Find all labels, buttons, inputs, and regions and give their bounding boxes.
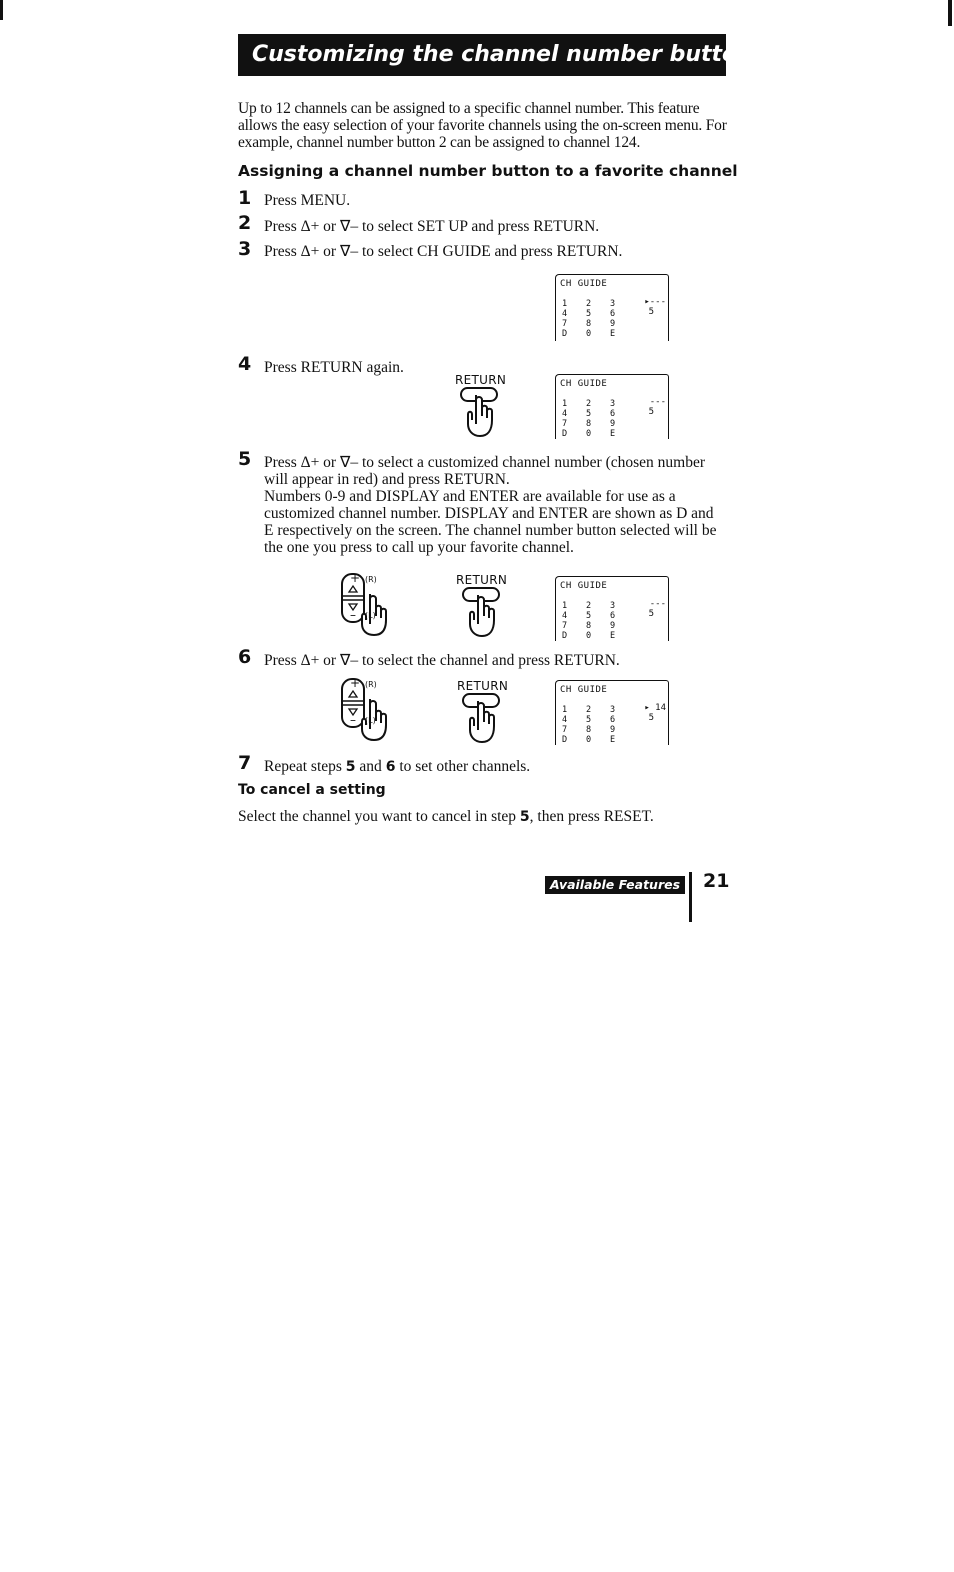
osd-cell: 8 [586, 319, 592, 329]
osd-cell: 1 [562, 299, 568, 309]
osd-cell: 2 [586, 399, 592, 409]
cancel-text-part: Select the channel you want to cancel in step [238, 808, 520, 825]
osd-cell: 1 [562, 399, 568, 409]
osd-cell: E [610, 329, 616, 339]
plus-label: + [350, 676, 361, 690]
osd-cell: 0 [586, 429, 592, 439]
ch-guide-screen [555, 680, 669, 745]
osd-selection-number: 5 [648, 407, 654, 417]
osd-selection-line: ▸ 14 [644, 703, 666, 713]
step-text [264, 454, 724, 556]
step-text [264, 758, 530, 776]
step-number: 1 [238, 187, 252, 209]
osd-cell: 7 [562, 319, 568, 329]
return-label: RETURN [457, 679, 509, 693]
step-text-note: Numbers 0-9 and DISPLAY and ENTER are available for use as a customized channel number. DISPLAY and ENTER are shown as D and E respectively on the screen. The channel number button selected will be the one you press to call up your favorite channel. [264, 488, 717, 556]
cancel-heading: To cancel a setting [238, 782, 386, 798]
osd-cell: E [610, 735, 616, 745]
step-text: Press MENU. [264, 192, 351, 209]
osd-cell: 7 [562, 725, 568, 735]
step-number: 2 [238, 212, 252, 234]
return-press-icon [458, 692, 508, 747]
return-label: RETURN [455, 373, 507, 387]
step-number: 4 [238, 353, 252, 375]
osd-cell: 6 [610, 611, 616, 621]
osd-selection [644, 703, 666, 723]
osd-number-grid [562, 399, 630, 439]
osd-cell: 0 [586, 329, 592, 339]
ch-guide-screen [555, 576, 669, 641]
osd-selection-number: 5 [648, 713, 654, 723]
osd-cell: 8 [586, 419, 592, 429]
osd-cell: 4 [562, 309, 568, 319]
osd-cell: 0 [586, 735, 592, 745]
osd-cell: 8 [586, 621, 592, 631]
osd-cell: 6 [610, 409, 616, 419]
osd-cell: 7 [562, 419, 568, 429]
osd-cell: 5 [586, 715, 592, 725]
page-edge-mark-left [0, 0, 3, 20]
step-number: 7 [238, 752, 252, 774]
minus-label: – [350, 608, 356, 622]
osd-selection-line: --- [649, 599, 666, 609]
page-number: 21 [703, 870, 730, 892]
step-text: Press Δ+ or ∇– to select the channel and press RETURN. [264, 652, 620, 669]
osd-cell: D [562, 631, 568, 641]
osd-title: CH GUIDE [560, 685, 608, 695]
osd-number-grid [562, 299, 630, 339]
page-title: Customizing the channel number buttons [252, 42, 766, 67]
step-ref-bold: 6 [385, 759, 396, 775]
osd-cell: 3 [610, 705, 616, 715]
intro-paragraph: Up to 12 channels can be assigned to a specific channel number. This feature allows the easy selection of your favorite channels using the on-screen menu. For example, channel number button 2 can be assigned to channel 124. [238, 100, 727, 151]
right-label: (R) [365, 680, 377, 689]
osd-selection-line: --- [649, 397, 666, 407]
osd-cell: 9 [610, 319, 616, 329]
osd-cell: 2 [586, 601, 592, 611]
step-text-part: Repeat steps [264, 758, 346, 775]
step-number: 6 [238, 646, 252, 668]
osd-selection-number: 5 [648, 307, 654, 317]
page-edge-mark-right [948, 0, 952, 26]
plus-minus-keys-illustration [340, 677, 415, 745]
osd-cell: 9 [610, 419, 616, 429]
section-subheading: Assigning a channel number button to a favorite channel [238, 162, 738, 180]
osd-cell: 1 [562, 705, 568, 715]
step-number: 3 [238, 238, 252, 260]
osd-cell: 3 [610, 299, 616, 309]
osd-number-grid [562, 705, 630, 745]
step-text: Press Δ+ or ∇– to select CH GUIDE and press RETURN. [264, 243, 623, 260]
osd-cell: 3 [610, 399, 616, 409]
osd-selection-number: 5 [648, 609, 654, 619]
osd-selection [649, 397, 666, 417]
step-text-line: Press Δ+ or ∇– to select a customized channel number (chosen number will appear in red) and press RETURN. [264, 454, 705, 488]
osd-cell: 8 [586, 725, 592, 735]
osd-cell: D [562, 735, 568, 745]
left-label: (L) [365, 611, 376, 620]
osd-cell: 6 [610, 309, 616, 319]
osd-cell: 6 [610, 715, 616, 725]
osd-cell: 3 [610, 601, 616, 611]
return-press-icon [458, 586, 508, 641]
osd-selection [649, 599, 666, 619]
osd-cell: D [562, 429, 568, 439]
osd-cell: 4 [562, 611, 568, 621]
osd-cell: E [610, 631, 616, 641]
osd-cell: E [610, 429, 616, 439]
osd-title: CH GUIDE [560, 279, 608, 289]
step-text-part: and [355, 758, 386, 775]
ch-guide-screen [555, 274, 669, 341]
osd-cell: 9 [610, 725, 616, 735]
step-ref-bold: 5 [519, 809, 530, 825]
step-number: 5 [238, 448, 252, 470]
osd-cell: 2 [586, 705, 592, 715]
osd-cell: 9 [610, 621, 616, 631]
step-text: Press Δ+ or ∇– to select SET UP and press RETURN. [264, 218, 600, 235]
plus-minus-keys-illustration [340, 572, 415, 640]
return-press-icon [456, 386, 506, 441]
cancel-text-part: , then press RESET. [529, 808, 654, 825]
osd-cell: 4 [562, 715, 568, 725]
osd-selection-line: ▸--- [644, 297, 666, 307]
osd-title: CH GUIDE [560, 581, 608, 591]
step-ref-bold: 5 [345, 759, 356, 775]
cancel-text [238, 808, 654, 826]
osd-cell: 0 [586, 631, 592, 641]
osd-title: CH GUIDE [560, 379, 608, 389]
osd-cell: 4 [562, 409, 568, 419]
osd-cell: 7 [562, 621, 568, 631]
osd-cell: 1 [562, 601, 568, 611]
section-badge: Available Features [545, 876, 685, 894]
osd-cell: 5 [586, 409, 592, 419]
osd-cell: 2 [586, 299, 592, 309]
plus-label: + [350, 571, 361, 585]
left-label: (L) [365, 716, 376, 725]
minus-label: – [350, 713, 356, 727]
osd-cell: 5 [586, 309, 592, 319]
osd-number-grid [562, 601, 630, 641]
step-text-part: to set other channels. [395, 758, 531, 775]
osd-cell: 5 [586, 611, 592, 621]
right-label: (R) [365, 575, 377, 584]
return-label: RETURN [456, 573, 508, 587]
osd-cell: D [562, 329, 568, 339]
step-text: Press RETURN again. [264, 359, 404, 376]
osd-selection [644, 297, 666, 317]
ch-guide-screen [555, 374, 669, 439]
footer-divider [689, 872, 692, 922]
